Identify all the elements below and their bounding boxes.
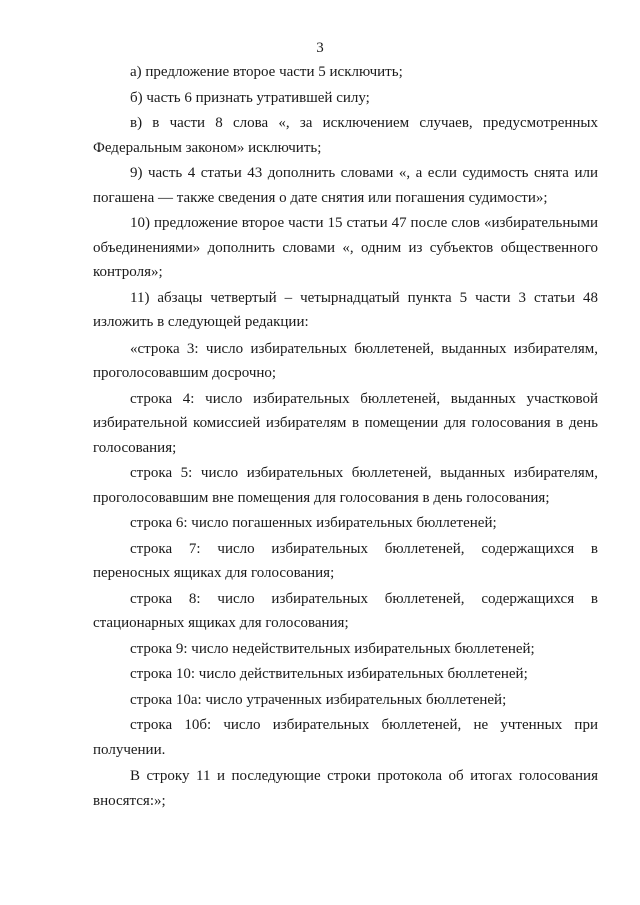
line-6-paragraph: строка 6: число погашенных избирательных бюллетеней;: [130, 515, 497, 531]
line-9-paragraph: строка 9: число недействительных избирательных бюллетеней;: [130, 640, 535, 657]
document-body: [93, 60, 598, 813]
line-7-paragraph: строка 7: число избирательных бюллетеней, содержащихся в переносных ящиках для голосования;: [93, 540, 598, 581]
paragraph-v: в) в части 8 слова «, за исключением случаев, предусмотренных Федеральным законом» исключить;: [93, 115, 598, 156]
paragraph-10: 10) предложение второе части 15 статьи 47 после слов «избирательными объединениями» дополнить словами «, одним из субъектов общественного контроля»;: [93, 215, 598, 280]
line-10b-paragraph: строка 10б: число избирательных бюллетеней, не учтенных при получении.: [93, 717, 598, 758]
line-8-paragraph: строка 8: число избирательных бюллетеней, содержащихся в стационарных ящиках для голосования;: [93, 590, 598, 631]
line-3-paragraph: «строка 3: число избирательных бюллетеней, выданных избирателям, проголосовавшим досрочно;: [93, 340, 598, 381]
closing-paragraph: В строку 11 и последующие строки протокола об итогах голосования вносятся:»;: [93, 768, 598, 809]
page-number: 3: [316, 40, 324, 56]
line-4-paragraph: строка 4: число избирательных бюллетеней, выданных участковой избирательной комиссией избирателям в помещении для голосования в день голосования;: [93, 390, 598, 456]
paragraph-a: а) предложение второе части 5 исключить;: [130, 64, 403, 80]
paragraph-b: б) часть 6 признать утратившей силу;: [130, 89, 370, 106]
line-5-paragraph: строка 5: число избирательных бюллетеней, выданных избирателям, проголосовавшим вне помещения для голосования в день голосования;: [93, 465, 598, 506]
paragraph-9: 9) часть 4 статьи 43 дополнить словами «, а если судимость снята или погашена — также сведения о дате снятия или погашения судимости»;: [93, 165, 598, 206]
paragraph-11: 11) абзацы четвертый – четырнадцатый пункта 5 части 3 статьи 48 изложить в следующей редакции:: [93, 289, 598, 330]
line-10a-paragraph: строка 10а: число утраченных избирательных бюллетеней;: [130, 691, 507, 708]
line-10-paragraph: строка 10: число действительных избирательных бюллетеней;: [130, 666, 528, 682]
